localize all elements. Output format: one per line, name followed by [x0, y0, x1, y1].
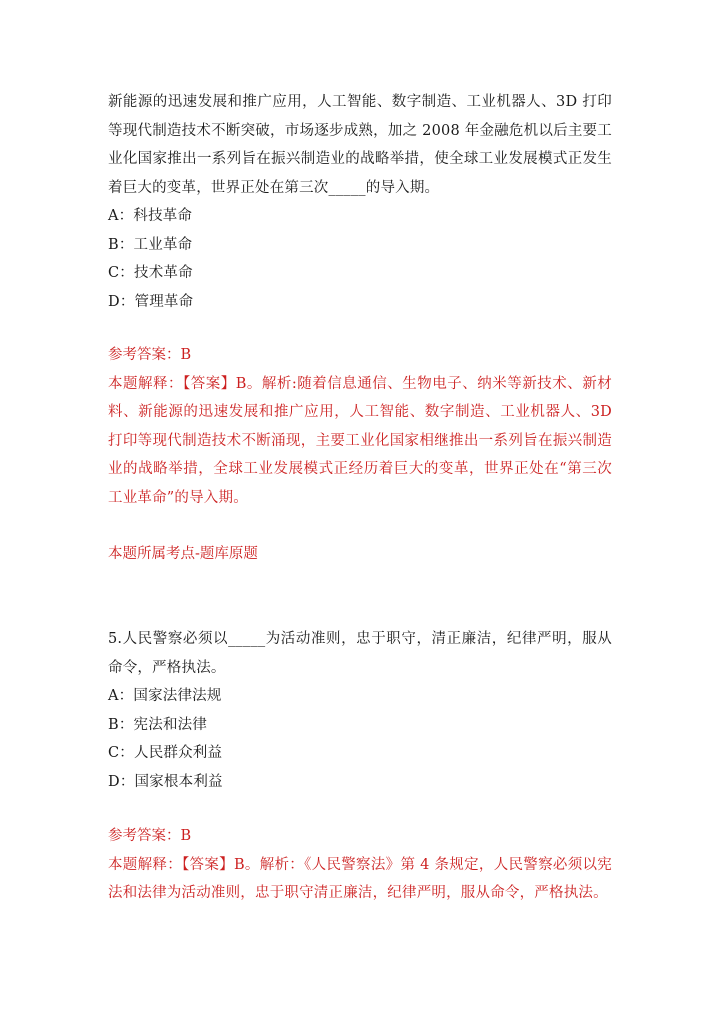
question-4-stem: 新能源的迅速发展和推广应用，人工智能、数字制造、工业机器人、3D 打印等现代制造技术不断突破，市场逐步成熟，加之 2008 年金融危机以后主要工业化国家推出一系列旨在振兴制造业的战略举措，使全球工业发展模式正发生着巨大的变革，世界正处在第三次_____的导入期。	[108, 94, 612, 196]
question-5-option-b: B：宪法和法律	[108, 716, 208, 733]
question-5-option-c: C：人民群众利益	[108, 745, 223, 761]
question-4-option-b: B：工业革命	[108, 236, 193, 253]
question-5-explanation: 本题解释：【答案】B。解析：《人民警察法》第 4 条规定，人民警察必须以宪法和法律为活动准则，忠于职守清正廉洁，纪律严明，服从命令，严格执法。	[108, 856, 612, 901]
question-4-explanation: 本题解释：【答案】B。解析:随着信息通信、生物电子、纳米等新技术、新材料、新能源的迅速发展和推广应用，人工智能、数字制造、工业机器人、3D 打印等现代制造技术不断涌现，主要工业化国家相继推出一系列旨在振兴制造业的战略举措，全球工业发展模式正经历着巨大的变革，世界正处在“第三次工业革命”的导入期。	[108, 375, 612, 506]
question-5-answer-block	[108, 822, 612, 908]
question-4-option-a: A：科技革命	[108, 208, 193, 224]
question-4-source: 本题所属考点-题库原题	[108, 546, 258, 562]
question-4-source-block	[108, 540, 612, 569]
question-4-option-d: D：管理革命	[108, 293, 194, 310]
question-4-options	[108, 202, 612, 316]
question-5-block	[108, 625, 612, 682]
question-4-answer: 参考答案：B	[108, 347, 192, 363]
question-5-answer: 参考答案：B	[108, 828, 192, 844]
question-4-answer-block	[108, 341, 612, 512]
question-5-options	[108, 682, 612, 796]
question-5-stem: 5.人民警察必须以_____为活动准则，忠于职守，清正廉洁，纪律严明，服从命令，严格执法。	[108, 631, 612, 676]
question-4-block	[108, 88, 612, 202]
question-5-option-a: A：国家法律法规	[108, 688, 222, 704]
question-4-option-c: C：技术革命	[108, 265, 193, 281]
question-5-option-d: D：国家根本利益	[108, 773, 223, 790]
